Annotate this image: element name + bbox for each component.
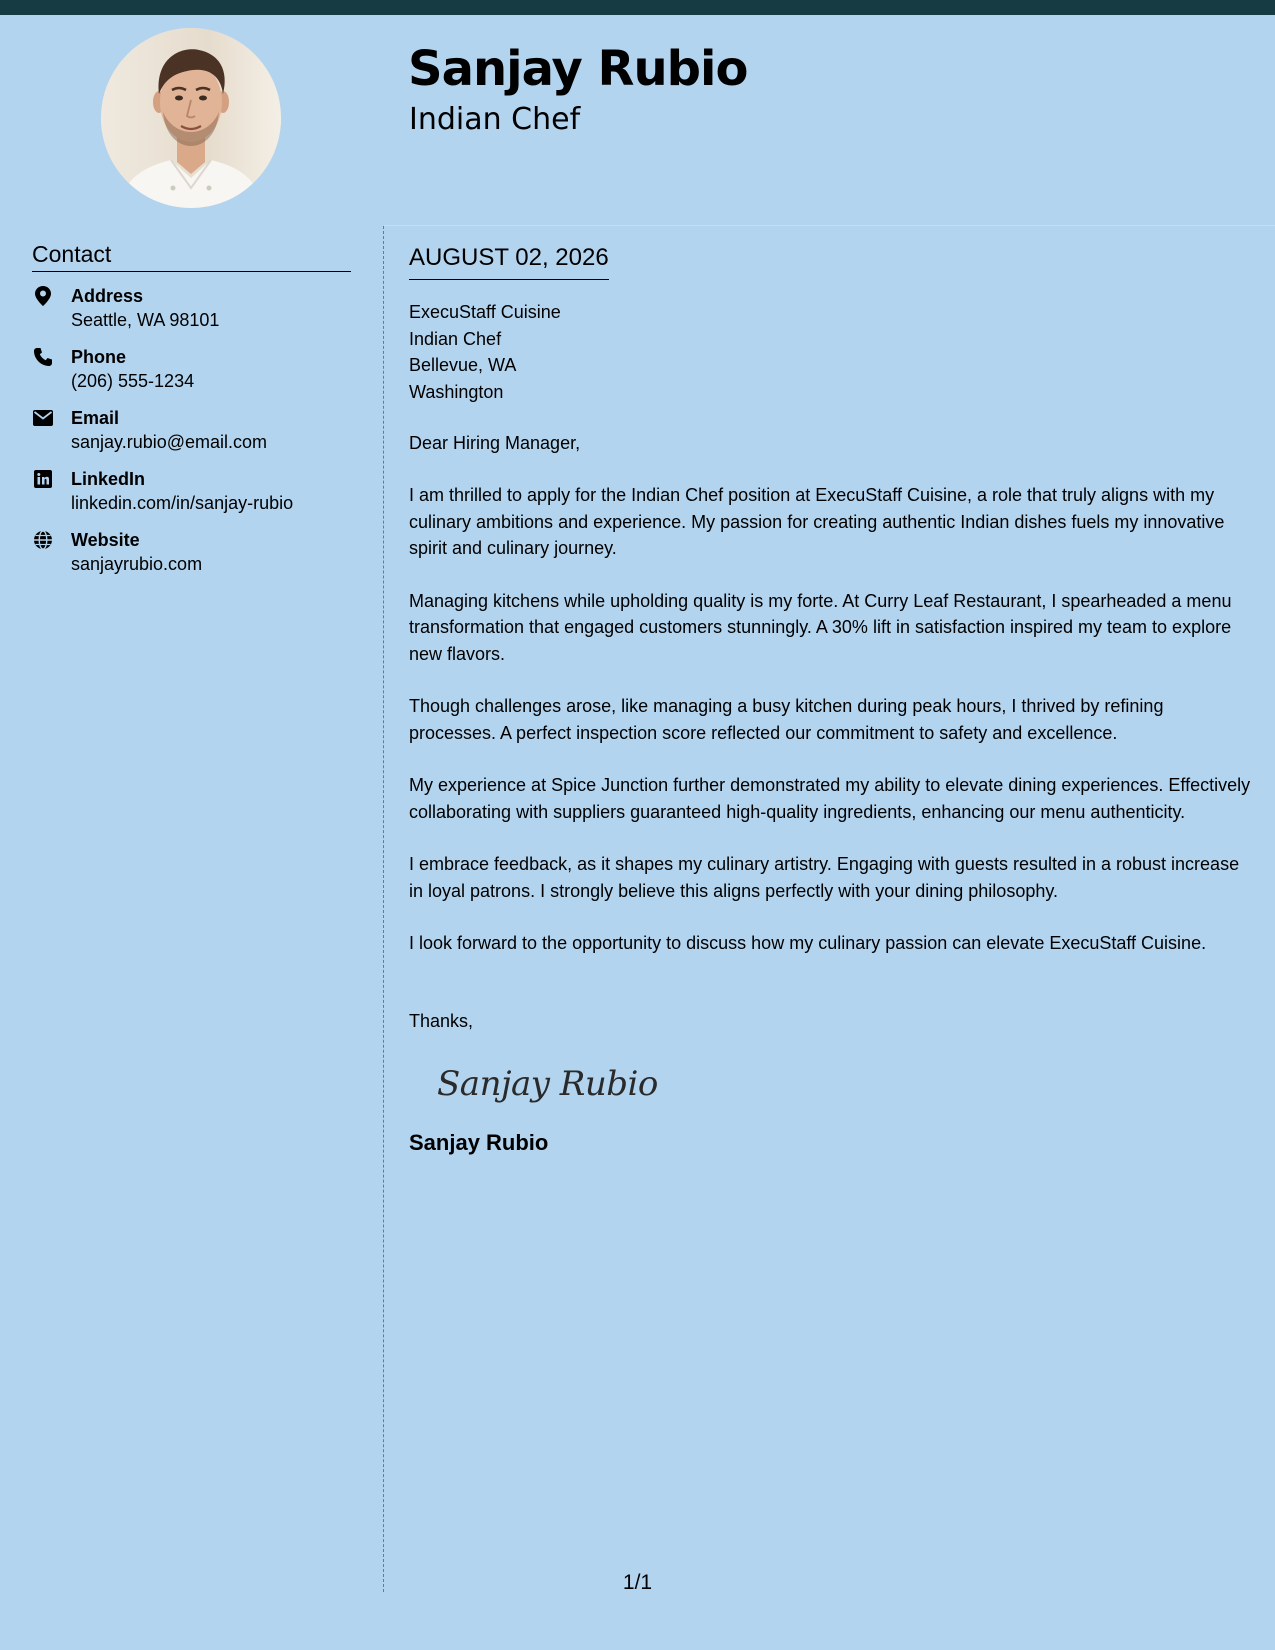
recipient-block [409, 299, 1255, 405]
contact-label: Website [71, 530, 140, 550]
letter-date: AUGUST 02, 2026 [409, 243, 609, 280]
paragraph: My experience at Spice Junction further demonstrated my ability to elevate dining experiences. Effectively collaborating with suppliers guaranteed high-quality ingredients, enhancing our menu authenticity. [409, 775, 1251, 822]
contact-item-phone [32, 345, 351, 393]
page-number: 1/1 [622, 1571, 653, 1594]
recipient-city: Bellevue, WA [409, 355, 517, 375]
recipient-company: ExecuStaff Cuisine [409, 302, 561, 322]
signer-name: Sanjay Rubio [409, 1129, 549, 1155]
phone-value: (206) 555-1234 [71, 371, 195, 391]
contact-label: LinkedIn [71, 469, 146, 489]
paragraph: I am thrilled to apply for the Indian Chef position at ExecuStaff Cuisine, a role that truly aligns with my culinary ambitions and experience. My passion for creating authentic Indian dishes fuels my innovative spirit and culinary journey. [409, 485, 1225, 558]
signature: Sanjay Rubio [437, 1063, 658, 1104]
map-pin-icon [32, 285, 54, 307]
contact-item-email [32, 406, 351, 454]
email-value[interactable]: sanjay.rubio@email.com [71, 432, 268, 452]
contact-item-linkedin [32, 467, 351, 515]
contact-label: Email [71, 408, 120, 428]
profile-photo [101, 28, 281, 208]
contact-label: Phone [71, 347, 127, 367]
contact-item-website [32, 528, 351, 576]
recipient-state: Washington [409, 381, 504, 402]
paragraph: I embrace feedback, as it shapes my culinary artistry. Engaging with guests resulted in a robust increase in loyal patrons. I strongly believe this aligns perfectly with your dining philosophy. [409, 854, 1240, 901]
contact-heading: Contact [32, 240, 351, 272]
letter-body [409, 243, 1255, 1157]
applicant-title: Indian Chef [409, 102, 581, 137]
column-divider [383, 226, 384, 1592]
paragraph: Managing kitchens while upholding quality is my forte. At Curry Leaf Restaurant, I spearheaded a menu transformation that engaged customers stunningly. A 30% lift in satisfaction inspired my team to explore new flavors. [409, 590, 1232, 664]
contact-label: Address [71, 286, 144, 306]
contact-item-address [32, 284, 351, 332]
paragraph: Though challenges arose, like managing a busy kitchen during peak hours, I thrived by refining processes. A perfect inspection score reflected our commitment to safety and excellence. [409, 696, 1164, 743]
website-value[interactable]: sanjayrubio.com [71, 554, 203, 574]
top-accent-bar [0, 0, 1275, 15]
linkedin-icon [32, 468, 54, 490]
applicant-name: Sanjay Rubio [408, 41, 748, 97]
closing: Thanks, [409, 1010, 474, 1031]
address-value: Seattle, WA 98101 [71, 310, 220, 330]
avatar [101, 28, 281, 208]
recipient-position: Indian Chef [409, 328, 502, 349]
globe-icon [32, 529, 54, 551]
linkedin-value[interactable]: linkedin.com/in/sanjay-rubio [71, 493, 294, 513]
header-divider [384, 225, 1275, 226]
envelope-icon [32, 407, 54, 429]
contact-sidebar [32, 240, 351, 589]
phone-icon [32, 346, 54, 368]
salutation: Dear Hiring Manager, [409, 433, 581, 453]
paragraph: I look forward to the opportunity to discuss how my culinary passion can elevate ExecuStaff Cuisine. [409, 933, 1207, 953]
